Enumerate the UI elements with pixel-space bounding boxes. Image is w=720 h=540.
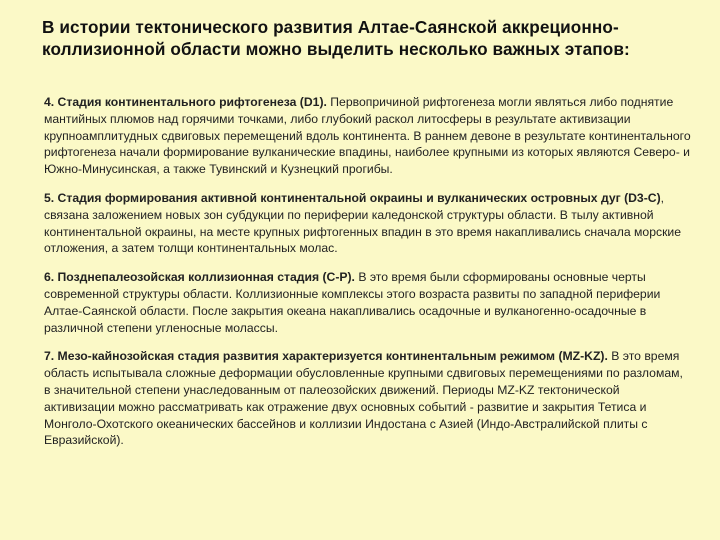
paragraph-stage-4 [44,94,692,178]
paragraph-text: В это время были сформированы основные черты современной структуры области. Коллизионные комплексы этого возраста развиты по западной периферии Алтае-Саянской области. После закрытия океана накапливались осадочные и вулканогенно-осадочные в различной степени угленосные молассы. [44,270,661,335]
paragraph-text: , связана заложением новых зон субдукции по периферии каледонской структуры области. В тылу активной континентальной окраины, на месте крупных рифтогенных впадин в это время накапливались сначала морские отложения, а затем толщи континентальных молас. [44,190,682,256]
slide-title: В истории тектонического развития Алтае-Саянской аккреционно-коллизионной области можно выделить несколько важных этапов: [42,17,630,59]
paragraph-stage-7 [44,348,692,449]
paragraph-text: Первопричиной рифтогенеза могли являться либо поднятие мантийных плюмов над горячими точками, либо глубокий раскол литосферы в результате активизации крупноамплитудных сдвиговых перемещений вдоль континента. В раннем девоне в результате континентального рифтогенеза начали формирование вулканические впадины, наиболее крупными из которых являются Северо- и Южно-Минусинская, а также Тувинский и Кузнецкий прогибы. [44,95,691,177]
paragraph-stage-5 [44,190,692,257]
slide-content [44,94,692,461]
paragraph-lead: 6. Позднепалеозойская коллизионная стадия (C-P). [44,270,355,285]
paragraph-text: В это время область испытывала сложные деформации обусловленные крупными сдвиговых перемещениями по разломам, в значительной степени унаследованным от палеозойских движений. Периоды MZ-KZ тектонической активизации можно рассматривать как отражение двух основных событий - развитие и закрытия Тетиса и Монголо-Охотского океанических бассейнов и коллизии Индостана с Азией (Индо-Австралийской плиты с Евразийской). [44,349,683,448]
paragraph-lead: 5. Стадия формирования активной континентальной окраины и вулканических островных дуг (D3-C) [44,190,661,205]
paragraph-stage-6 [44,269,692,336]
paragraph-lead: 7. Мезо-кайнозойская стадия развития характеризуется континентальным режимом (MZ-KZ). [44,349,608,364]
paragraph-lead: 4. Стадия континентального рифтогенеза (D1). [44,95,327,109]
